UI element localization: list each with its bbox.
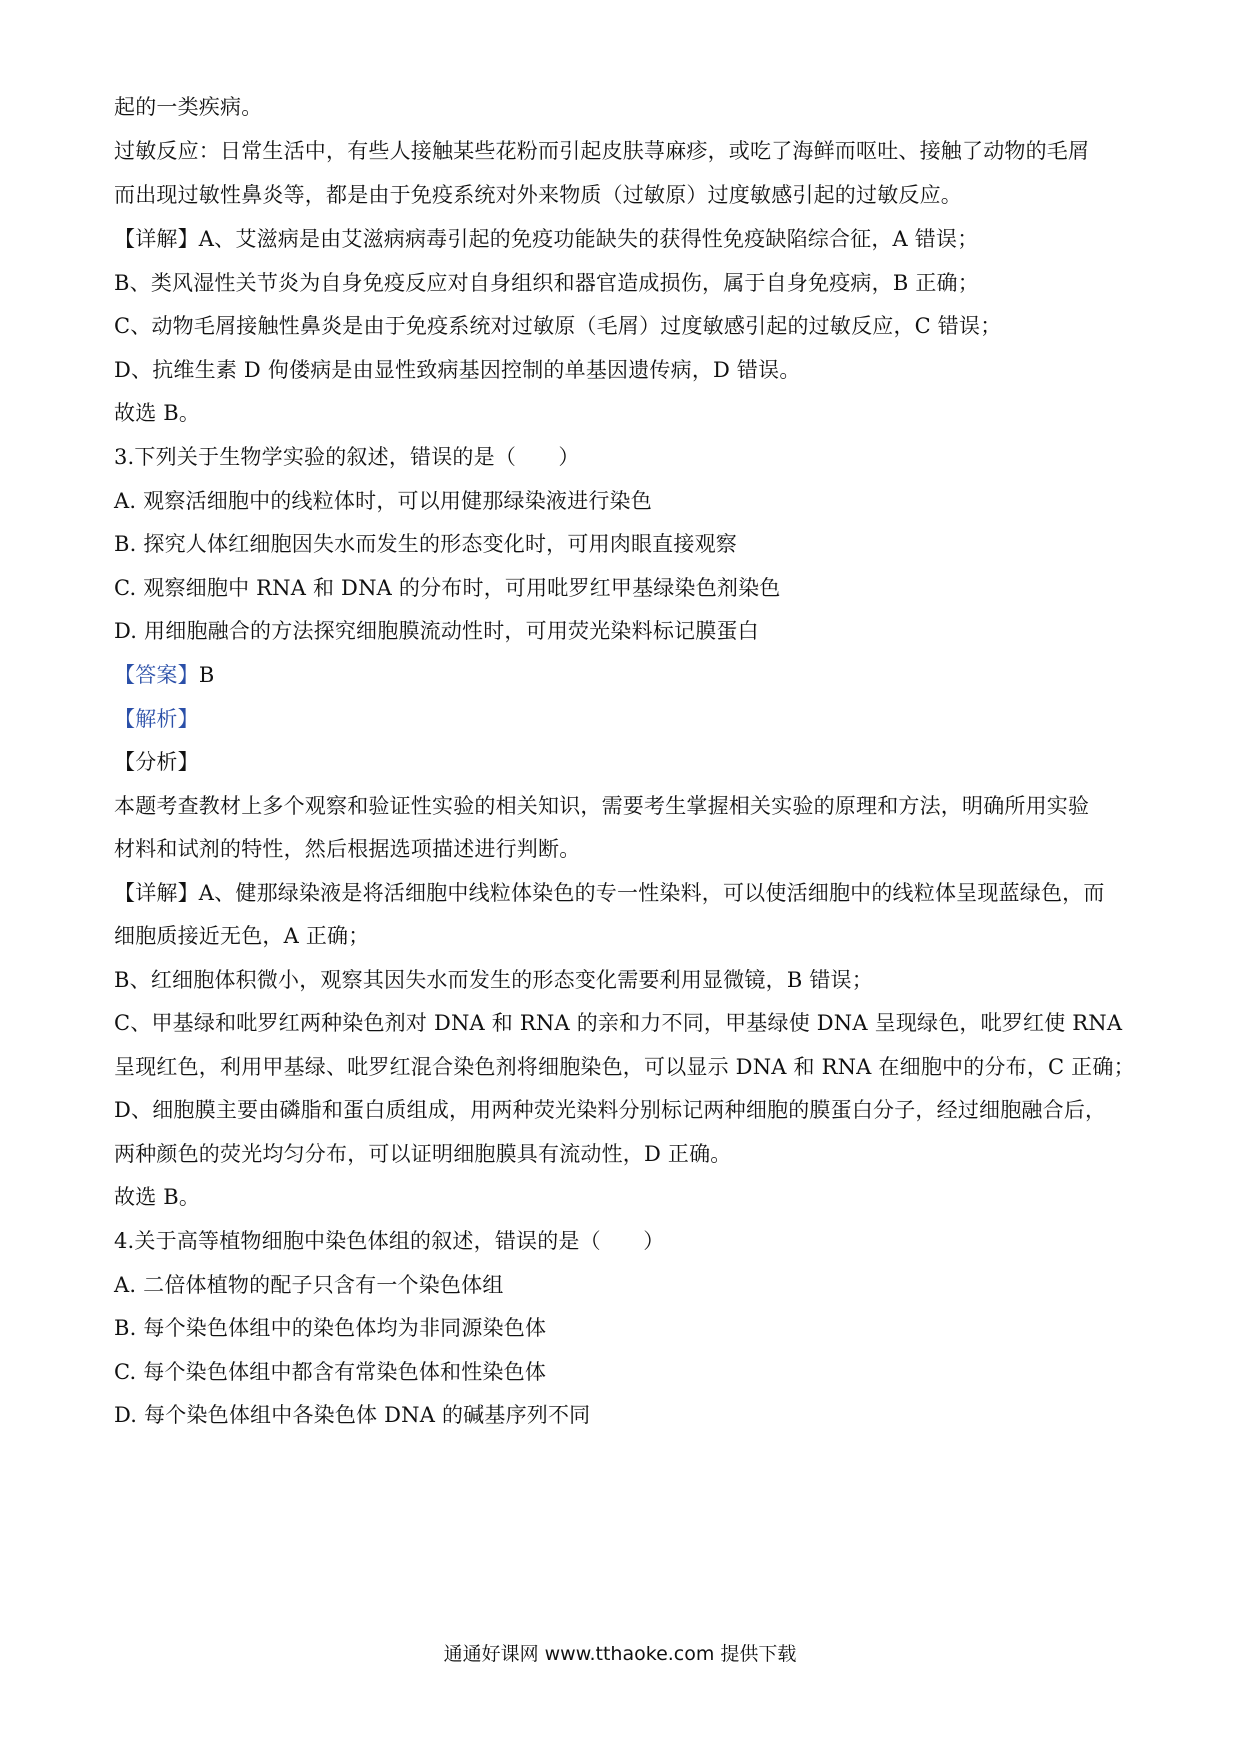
choose-line: 故选 B。 <box>114 1185 201 1209</box>
question-4-option-c: C. 每个染色体组中都含有常染色体和性染色体 <box>114 1360 547 1384</box>
text-line: 过敏反应：日常生活中，有些人接触某些花粉而引起皮肤荨麻疹，或吃了海鲜而呕吐、接触了动物的毛屑 <box>114 139 1090 163</box>
answer-line <box>114 660 214 690</box>
analysis-tag: 【解析】 <box>114 707 199 731</box>
question-4-stem: 4.关于高等植物细胞中染色体组的叙述，错误的是（ ） <box>114 1229 665 1253</box>
detail-line: 【详解】A、健那绿染液是将活细胞中线粒体染色的专一性染料，可以使活细胞中的线粒体呈现蓝绿色，而 <box>114 881 1105 905</box>
fenxi-line: 本题考查教材上多个观察和验证性实验的相关知识，需要考生掌握相关实验的原理和方法，明确所用实验 <box>114 794 1090 818</box>
detail-line: B、红细胞体积微小，观察其因失水而发生的形态变化需要利用显微镜，B 错误； <box>114 968 873 992</box>
page-footer: 通通好课网 www.tthaoke.com 提供下载 <box>443 1643 797 1665</box>
question-4-option-b: B. 每个染色体组中的染色体均为非同源染色体 <box>114 1316 547 1340</box>
detail-line: 呈现红色，利用甲基绿、吡罗红混合染色剂将细胞染色，可以显示 DNA 和 RNA 在细胞中的分布，C 正确； <box>114 1055 1135 1079</box>
text-line: 起的一类疾病。 <box>114 95 263 119</box>
question-3-option-a: A. 观察活细胞中的线粒体时，可以用健那绿染液进行染色 <box>114 489 652 513</box>
choose-line: 故选 B。 <box>114 401 201 425</box>
detail-line: D、抗维生素 D 佝偻病是由显性致病基因控制的单基因遗传病，D 错误。 <box>114 358 801 382</box>
text-line: 而出现过敏性鼻炎等，都是由于免疫系统对外来物质（过敏原）过度敏感引起的过敏反应。 <box>114 183 962 207</box>
question-3-option-c: C. 观察细胞中 RNA 和 DNA 的分布时，可用吡罗红甲基绿染色剂染色 <box>114 576 781 600</box>
question-3-stem: 3.下列关于生物学实验的叙述，错误的是（ ） <box>114 445 580 469</box>
question-4-option-a: A. 二倍体植物的配子只含有一个染色体组 <box>114 1273 504 1297</box>
detail-line: B、类风湿性关节炎为自身免疫反应对自身组织和器官造成损伤，属于自身免疫病，B 正确； <box>114 271 979 295</box>
question-3-option-d: D. 用细胞融合的方法探究细胞膜流动性时，可用荧光染料标记膜蛋白 <box>114 619 759 643</box>
question-3-option-b: B. 探究人体红细胞因失水而发生的形态变化时，可用肉眼直接观察 <box>114 532 737 556</box>
detail-line: D、细胞膜主要由磷脂和蛋白质组成，用两种荧光染料分别标记两种细胞的膜蛋白分子，经过细胞融合后， <box>114 1098 1107 1122</box>
detail-line: 两种颜色的荧光均匀分布，可以证明细胞膜具有流动性，D 正确。 <box>114 1142 732 1166</box>
answer-value: B <box>198 663 215 687</box>
question-4-option-d: D. 每个染色体组中各染色体 DNA 的碱基序列不同 <box>114 1403 591 1427</box>
fenxi-tag: 【分析】 <box>114 750 199 774</box>
detail-line: C、动物毛屑接触性鼻炎是由于免疫系统对过敏原（毛屑）过度敏感引起的过敏反应，C 错误； <box>114 314 1002 338</box>
answer-tag: 【答案】 <box>114 663 199 687</box>
detail-line: 【详解】A、艾滋病是由艾滋病病毒引起的免疫功能缺失的获得性免疫缺陷综合征，A 错误； <box>114 227 979 251</box>
fenxi-line: 材料和试剂的特性，然后根据选项描述进行判断。 <box>114 837 581 861</box>
detail-line: 细胞质接近无色，A 正确； <box>114 924 370 948</box>
detail-line: C、甲基绿和吡罗红两种染色剂对 DNA 和 RNA 的亲和力不同，甲基绿使 DNA 呈现绿色，吡罗红使 RNA <box>114 1011 1123 1035</box>
